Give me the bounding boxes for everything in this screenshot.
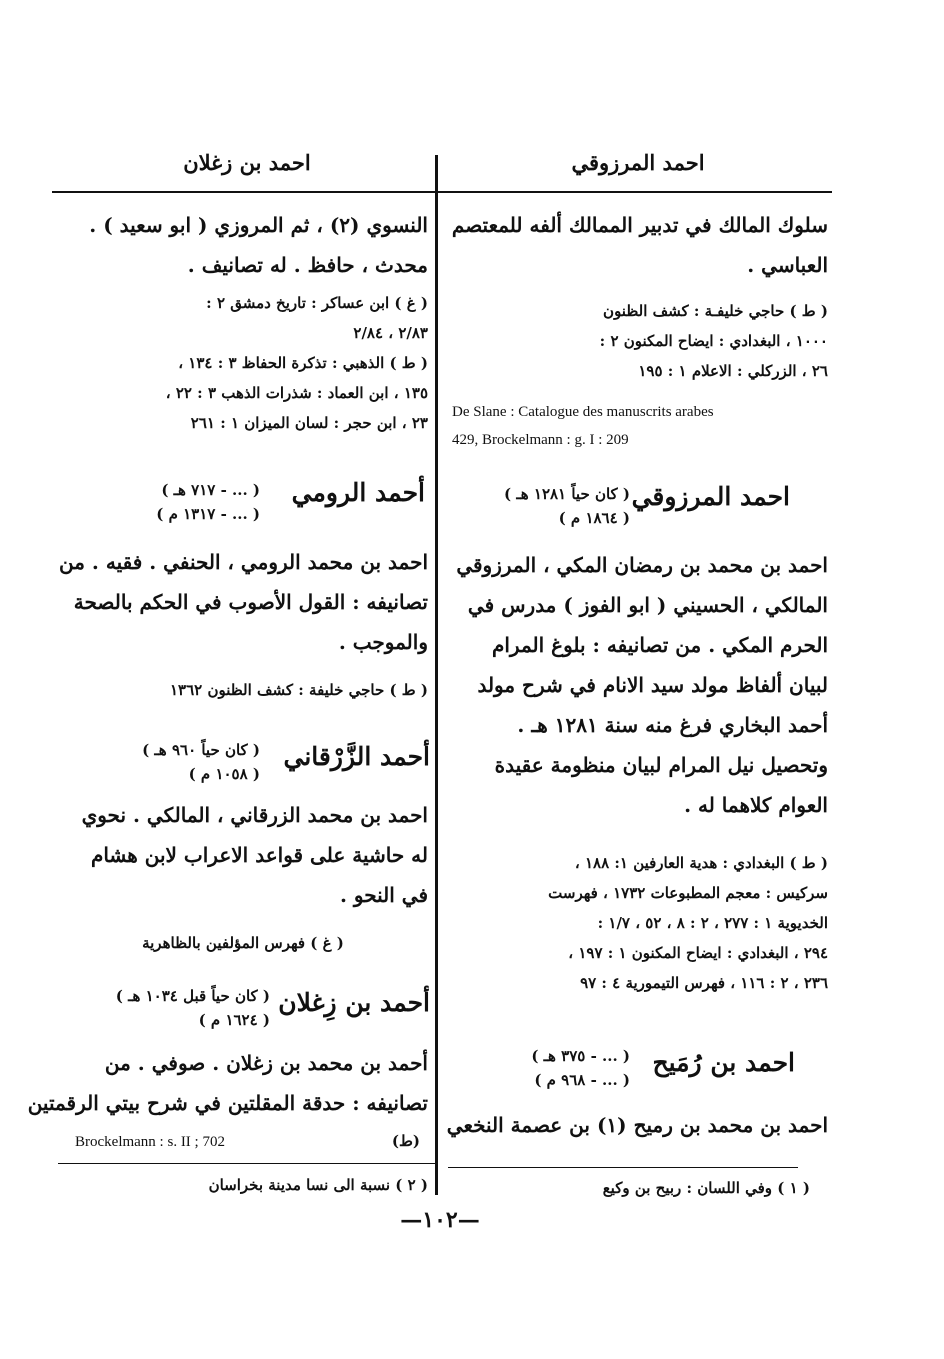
entry-name: أحمد بن زِغلان (278, 988, 430, 1017)
entry-dates (80, 738, 260, 786)
latin-line: 429, Brockelmann : g. I : 209 (452, 432, 629, 448)
entry-name: احمد المرزوقي (631, 482, 790, 511)
entry-dates (75, 984, 270, 1032)
entry-refs (448, 848, 828, 998)
entry-refs (58, 928, 428, 958)
entry-name: أحمد الزَّرْقاني (283, 742, 430, 771)
text-line: محدث ، حافظ . له تصانيف . (187, 253, 428, 277)
date-gregorian: ( ١٠٥٨ م ) (188, 765, 260, 783)
date-hijri: ( كان حياً ١٢٨١ هـ ) (504, 485, 630, 503)
footnote-line: ( ١ ) وفي اللسان : ربيح بن وكيع (602, 1179, 810, 1197)
date-gregorian: ( ... - ٩٦٨ م ) (534, 1071, 630, 1089)
footnote-right (448, 1173, 810, 1203)
text-line: احمد بن محمد الرومي ، الحنفي . فقيه . من (59, 550, 428, 574)
left-top-body (58, 205, 428, 285)
entry-body (27, 1043, 428, 1123)
column-header-left: احمد بن زغلان (183, 150, 311, 175)
right-top-title (448, 205, 828, 285)
text-line: احمد بن محمد الزرقاني ، المالكي . نحوي (81, 803, 428, 827)
entry-body (58, 795, 428, 915)
entry-body (448, 545, 828, 825)
text-line: والموجب . (338, 630, 428, 654)
ref-line: ( ط ) حاجي خليفة : كشف الظنون ١٣٦٢ (169, 681, 428, 699)
ref-line: ٢٣٦ ، ٢ : ١١٦ ، فهرس التيمورية ٤ : ٩٧ (580, 974, 828, 992)
ref-line: ٢٣ ، ابن حجر : لسان الميزان ١ : ٢٦١ (190, 414, 428, 432)
footnote-left (140, 1170, 428, 1200)
ref-line: ( غ ) فهرس المؤلفين بالظاهرية (142, 934, 344, 952)
entry-body (448, 1105, 828, 1145)
date-hijri: ( ... - ٣٧٥ هـ ) (531, 1047, 630, 1065)
column-divider (435, 155, 438, 1195)
right-top-latin-refs (452, 398, 828, 454)
text-line: تصانيفه : حدقة المقلتين في شرح بيتي الرقمتين (27, 1091, 428, 1115)
text-line: في النحو . (339, 883, 428, 907)
ref-line: ( ط ) الذهبي : تذكرة الحفاظ ٣ : ١٣٤ ، (178, 354, 428, 372)
text-line: سلوك المالك في تدبير الممالك ألفه للمعتصم (451, 213, 828, 237)
footnote-rule-left (58, 1163, 436, 1164)
entry-refs (58, 675, 428, 705)
text-line: أحمد البخاري فرغ منه سنة ١٢٨١ هـ . (517, 713, 828, 737)
entry-body (58, 542, 428, 662)
ref-line: ٢٩٤ ، البغدادي : ايضاح المكنون ١ : ١٩٧ ، (568, 944, 828, 962)
text-line: احمد بن محمد بن رمضان المكي ، المرزوقي (456, 553, 828, 577)
text-line: له حاشية على قواعد الاعراب لابن هشام (90, 843, 428, 867)
text-line: احمد بن محمد بن رميح (١) بن عصمة النخعي (446, 1113, 828, 1137)
ref-line: ( غ ) ابن عساكر : تاريخ دمشق ٢ : (206, 294, 428, 312)
entry-dates (460, 1044, 630, 1092)
text-line: وتحصيل نيل المرام لبيان منظومة عقيدة (494, 753, 828, 777)
ref-line: ( ط ) حاجي خليفـة : كشف الظنون (603, 302, 828, 320)
text-line: المالكي ، الحسيني ( ابو الفوز ) مدرس في (467, 593, 828, 617)
date-gregorian: ( ١٦٢٤ م ) (198, 1011, 270, 1029)
ref-line: ٢٦ ، الزركلي : الاعلام ١ : ١٩٥ (638, 362, 828, 380)
column-header-right: احمد المرزوقي (571, 150, 705, 175)
ref-line: ( ط ) البغدادي : هدية العارفين ١: ١٨٨ ، (574, 854, 828, 872)
text-line: الحرم المكي . من تصانيفه : بلوغ المرام (491, 633, 828, 657)
entry-dates (80, 478, 260, 526)
entry-name: احمد بن رُمَيح (652, 1048, 795, 1077)
ref-line: الخديوية ١ : ٢٧٧ ، ٢ : ٨ ، ٥٢ ، ١/٧ : (597, 914, 828, 932)
text-line: العوام كلاهما له . (684, 793, 828, 817)
date-hijri: ( كان حياً قبل ١٠٣٤ هـ ) (115, 987, 270, 1005)
date-gregorian: ( ١٨٦٤ م ) (558, 509, 630, 527)
text-line: النسوي (٢) ، ثم المروزي ( ابو سعيد ) . (89, 213, 428, 237)
text-line: لبيان ألفاظ مولد سيد الانام في شرح مولد (477, 673, 828, 697)
entry-latin-ref: Brockelmann : s. II ; 702 (75, 1134, 225, 1150)
text-line: تصانيفه : القول الأصوب في الحكم بالصحة (73, 590, 428, 614)
ref-line: ١٣٥ ، ابن العماد : شذرات الذهب ٣ : ٢٢ ، (165, 384, 428, 402)
date-gregorian: ( ... - ١٣١٧ م ) (156, 505, 260, 523)
ref-line: سركيس : معجم المطبوعات ١٧٣٢ ، فهرست (548, 884, 828, 902)
right-top-refs (448, 296, 828, 386)
footnote-rule-right (448, 1167, 798, 1168)
text-line: أحمد بن محمد بن زغلان . صوفي . من (104, 1051, 428, 1075)
latin-line: De Slane : Catalogue des manuscrits arabes (452, 404, 714, 420)
ref-line: ١٠٠٠ ، البغدادي : ايضاح المكنون ٢ : (599, 332, 828, 350)
footnote-line: ( ٢ ) نسبة الى نسا مدينة بخراسان (208, 1176, 428, 1194)
page-number: —١٠٢— (400, 1207, 480, 1233)
entry-dates (460, 482, 630, 530)
ref-line: ٢/٨٣ ، ٢/٨٤ (353, 324, 428, 342)
date-hijri: ( كان حياً ٩٦٠ هـ ) (142, 741, 260, 759)
date-hijri: ( ... - ٧١٧ هـ ) (161, 481, 260, 499)
ref-tag: (ط) (391, 1132, 420, 1150)
header-rule (52, 191, 832, 193)
entry-name: أحمد الرومي (291, 478, 425, 507)
left-top-refs (58, 288, 428, 438)
text-line: العباسي . (747, 253, 828, 277)
